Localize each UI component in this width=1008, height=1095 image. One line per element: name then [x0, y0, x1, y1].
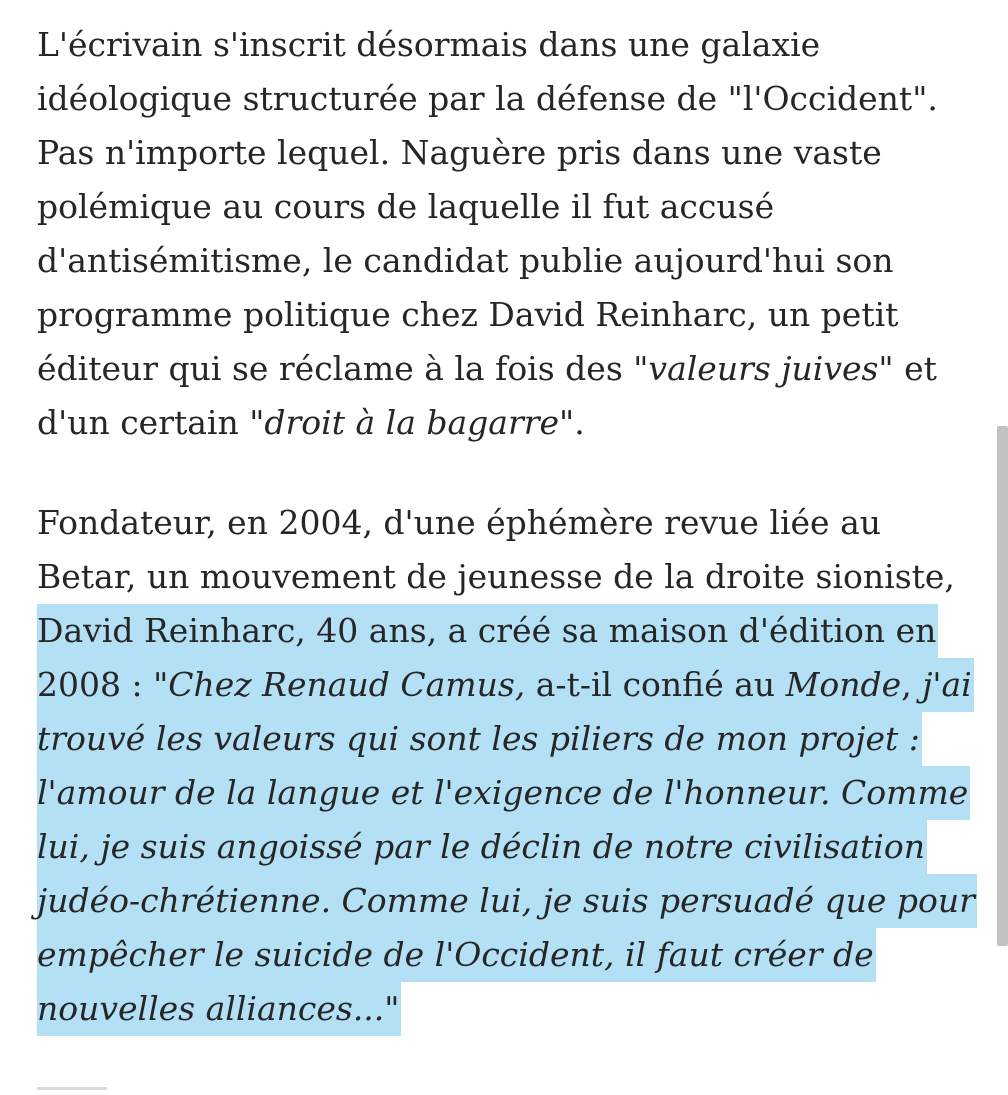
- text-run: et: [893, 349, 937, 388]
- text-line: Pas n'importe lequel. Naguère pris dans une vaste: [37, 133, 882, 172]
- text-line: d'antisémitisme, le candidat publie aujourd'hui son: [37, 241, 894, 280]
- text-line[interactable]: [37, 820, 977, 874]
- text-line[interactable]: [37, 766, 977, 820]
- text-line: programme politique chez David Reinharc, un petit: [37, 295, 899, 334]
- text-run: a-t-il confié au: [525, 665, 786, 704]
- italic-quote: "Chez Renaud Camus,: [153, 665, 526, 704]
- paragraph-1: [37, 18, 977, 450]
- text-line[interactable]: [37, 604, 977, 658]
- text-run: éditeur qui se réclame à la fois des: [37, 349, 634, 388]
- text-line: Betar, un mouvement de jeunesse de la droite sioniste,: [37, 557, 955, 596]
- italic-quote: "valeurs juives": [633, 349, 894, 388]
- text-run: 2008 :: [37, 665, 154, 704]
- italic-quote: j'ai: [922, 665, 972, 704]
- text-line: [37, 342, 977, 396]
- paragraph-2: [37, 496, 977, 1036]
- text-line: polémique au cours de laquelle il fut accusé: [37, 187, 775, 226]
- text-line[interactable]: [37, 928, 977, 982]
- selected-text[interactable]: l'amour de la langue et l'exigence de l'honneur. Comme: [37, 766, 970, 820]
- text-line: Fondateur, en 2004, d'une éphémère revue liée au: [37, 503, 881, 542]
- text-line: [37, 396, 977, 450]
- selected-text[interactable]: [37, 658, 974, 712]
- text-run: ,: [901, 665, 923, 704]
- text-line: idéologique structurée par la défense de "l'Occident".: [37, 79, 938, 118]
- text-line[interactable]: [37, 982, 977, 1036]
- text-line[interactable]: [37, 874, 977, 928]
- selected-text[interactable]: empêcher le suicide de l'Occident, il faut créer de: [37, 928, 876, 982]
- text-line[interactable]: [37, 712, 977, 766]
- scrollbar-thumb[interactable]: [997, 426, 1008, 946]
- italic-quote: "droit à la bagarre": [249, 403, 575, 442]
- selected-text[interactable]: David Reinharc, 40 ans, a créé sa maison d'édition en: [37, 604, 938, 658]
- selected-text[interactable]: judéo-chrétienne. Comme lui, je suis persuadé que pour: [37, 874, 977, 928]
- article-body: [37, 18, 977, 1036]
- selected-text[interactable]: nouvelles alliances...": [37, 982, 401, 1036]
- section-divider: [37, 1087, 107, 1090]
- text-run: .: [574, 403, 585, 442]
- selected-text[interactable]: lui, je suis angoissé par le déclin de notre civilisation: [37, 820, 927, 874]
- text-line: L'écrivain s'inscrit désormais dans une galaxie: [37, 25, 821, 64]
- selected-text[interactable]: trouvé les valeurs qui sont les piliers de mon projet :: [37, 712, 922, 766]
- text-run: d'un certain: [37, 403, 250, 442]
- text-line[interactable]: [37, 658, 977, 712]
- italic-source: Monde: [785, 665, 902, 704]
